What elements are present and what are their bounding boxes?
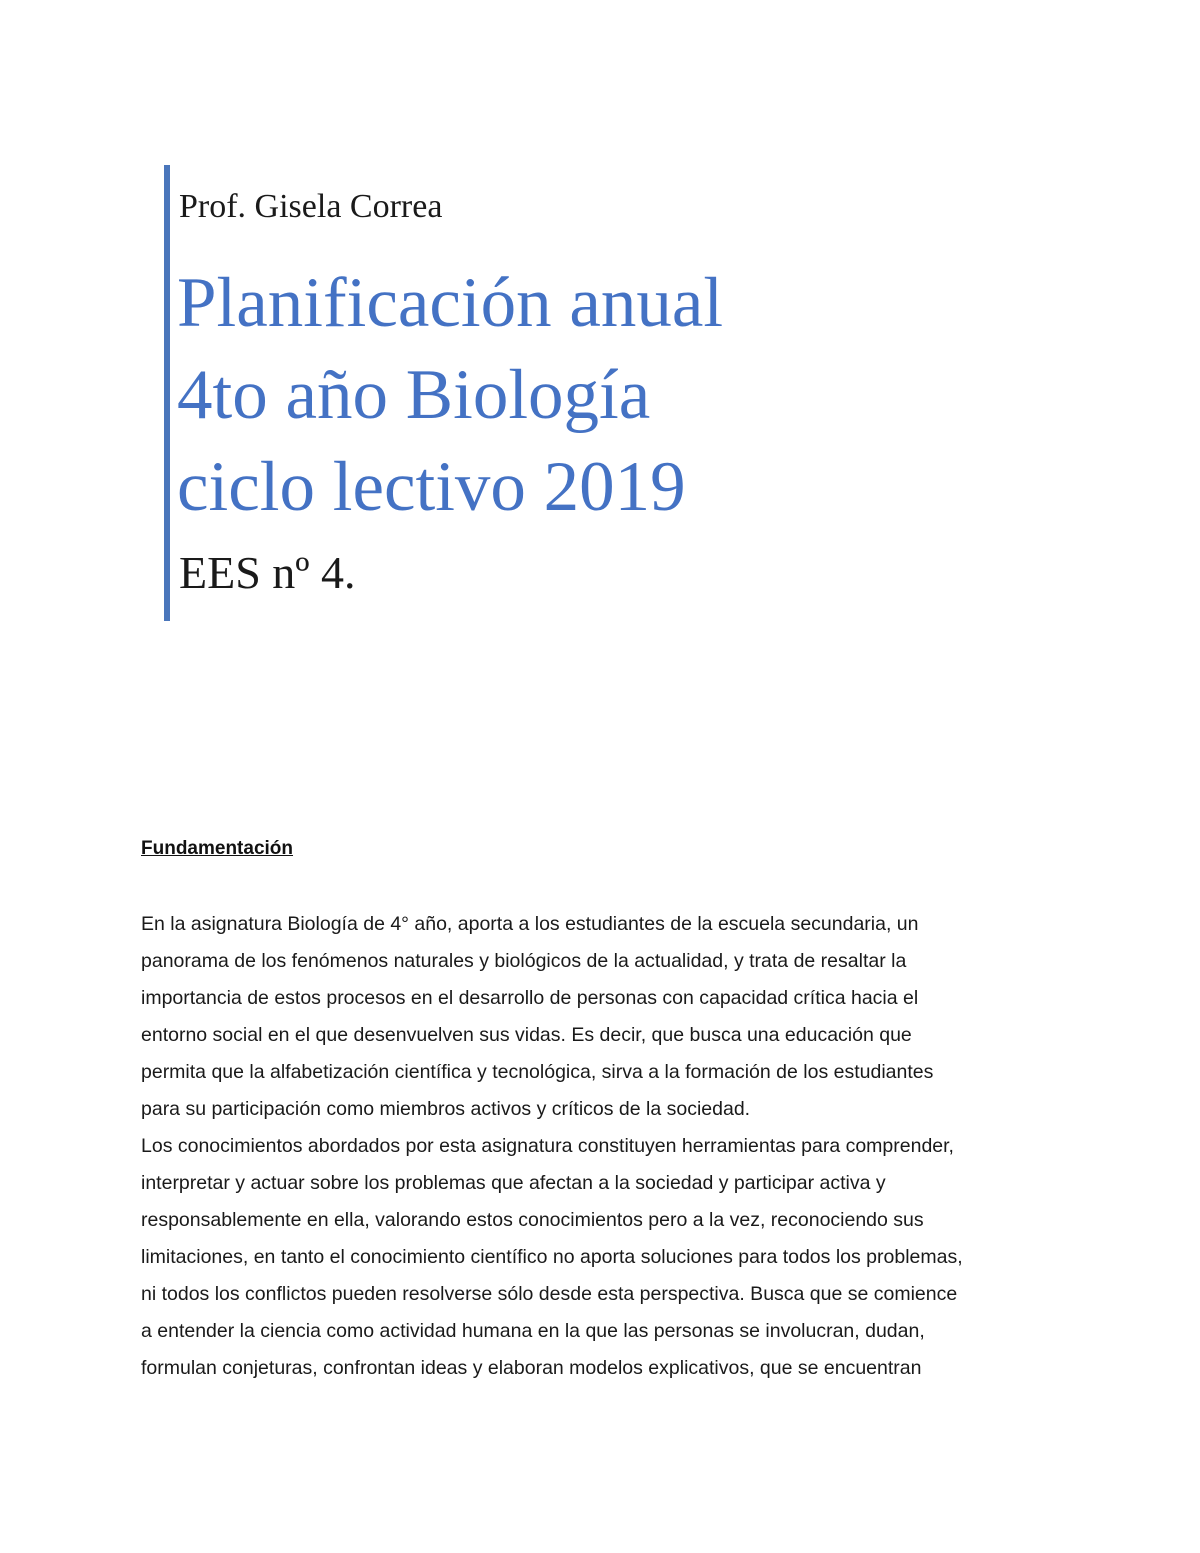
cover-accent-bar <box>164 165 170 621</box>
title-line: 4to año Biología <box>177 356 651 434</box>
body-line: Los conocimientos abordados por esta asignatura constituyen herramientas para comprender, <box>141 1135 954 1157</box>
body-line: responsablemente en ella, valorando estos conocimientos pero a la vez, reconociendo sus <box>141 1209 924 1231</box>
author-name: Prof. Gisela Correa <box>179 188 443 225</box>
body-line: para su participación como miembros activos y críticos de la sociedad. <box>141 1098 751 1120</box>
body-line: limitaciones, en tanto el conocimiento científico no aporta soluciones para todos los problemas, <box>141 1246 963 1268</box>
body-line: ni todos los conflictos pueden resolverse sólo desde esta perspectiva. Busca que se comience <box>141 1283 958 1305</box>
document-title <box>177 257 723 533</box>
body-line: formulan conjeturas, confrontan ideas y elaboran modelos explicativos, que se encuentran <box>141 1357 922 1379</box>
section-heading: Fundamentación <box>141 838 294 859</box>
title-line: ciclo lectivo 2019 <box>177 448 686 526</box>
section-body <box>141 906 1061 1387</box>
body-line: En la asignatura Biología de 4° año, aporta a los estudiantes de la escuela secundaria, un <box>141 913 919 935</box>
body-line: interpretar y actuar sobre los problemas que afectan a la sociedad y participar activa y <box>141 1172 886 1194</box>
body-line: panorama de los fenómenos naturales y biológicos de la actualidad, y trata de resaltar la <box>141 950 907 972</box>
body-line: entorno social en el que desenvuelven sus vidas. Es decir, que busca una educación que <box>141 1024 912 1046</box>
school-name: EES nº 4. <box>179 547 356 598</box>
title-line: Planificación anual <box>177 264 724 342</box>
body-line: importancia de estos procesos en el desarrollo de personas con capacidad crítica hacia el <box>141 987 919 1009</box>
body-line: permita que la alfabetización científica y tecnológica, sirva a la formación de los estudiantes <box>141 1061 934 1083</box>
body-line: a entender la ciencia como actividad humana en la que las personas se involucran, dudan, <box>141 1320 925 1342</box>
